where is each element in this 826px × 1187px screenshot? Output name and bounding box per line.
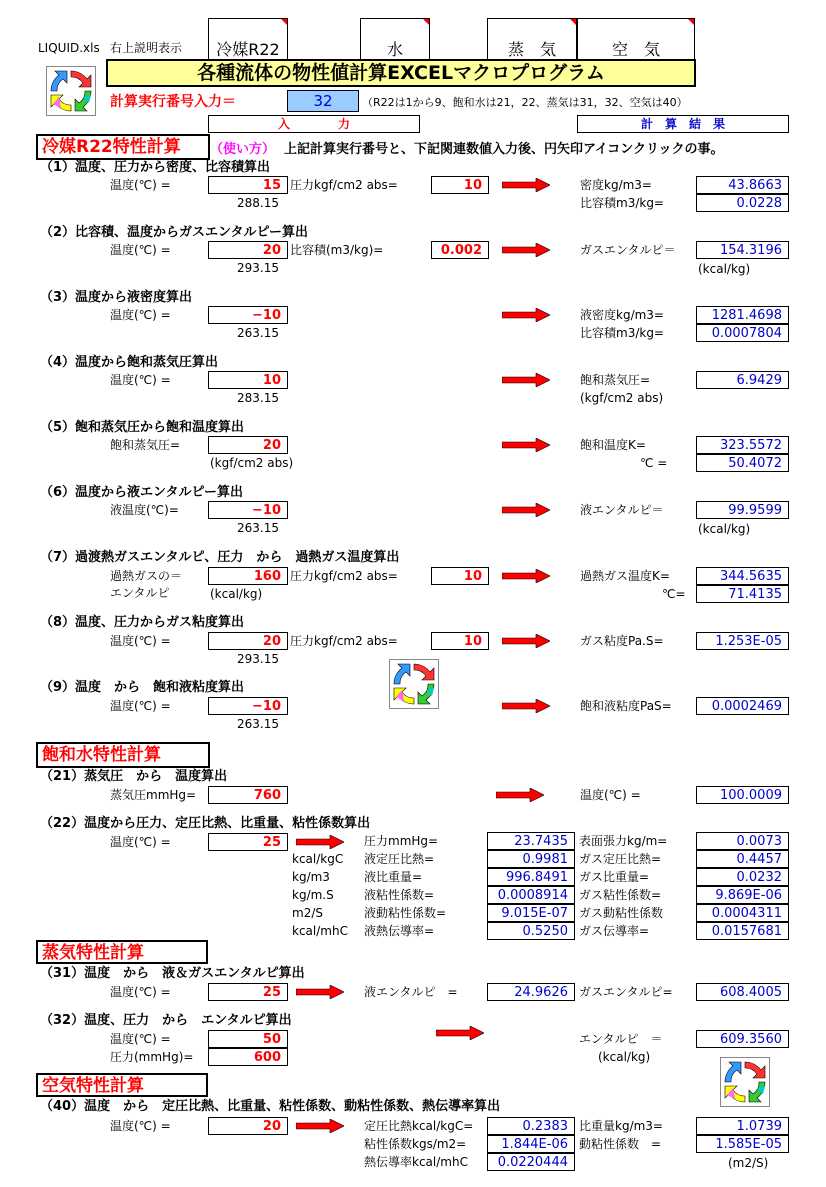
calc22-output: 0.5250 bbox=[487, 922, 575, 940]
calc22-unit: kg/m3 bbox=[292, 870, 330, 884]
calc6-title: （6）温度から液エンタルピー算出 bbox=[40, 485, 244, 500]
calc40-viscosity-output: 1.844E-06 bbox=[487, 1135, 575, 1153]
calc22-temp-input[interactable]: 25 bbox=[208, 833, 288, 851]
calc5-unit: (kgf/cm2 abs) bbox=[210, 456, 294, 470]
calc21-pressure-input[interactable]: 760 bbox=[208, 786, 288, 804]
section-water: 飽和水特性計算 bbox=[36, 742, 210, 768]
calc7-tempk-output: 344.5635 bbox=[696, 567, 789, 585]
calc7-tempk-label: 過熱ガス温度K= bbox=[580, 569, 670, 583]
calc7-title: （7）過渡熱ガスエンタルピ、圧力 から 過熱ガス温度算出 bbox=[40, 550, 400, 565]
result-header: 計 算 結 果 bbox=[577, 115, 789, 133]
calc22-output: 0.4457 bbox=[696, 850, 789, 868]
right-arrow-icon bbox=[436, 1026, 484, 1040]
right-arrow-icon bbox=[502, 438, 550, 452]
calc-number-input[interactable]: 32 bbox=[287, 90, 359, 112]
calc40-conductivity-label: 熱伝導率kcal/mhC bbox=[364, 1155, 468, 1169]
calc22-output: 0.0157681 bbox=[696, 922, 789, 940]
calc32-unit: (kcal/kg) bbox=[598, 1050, 651, 1064]
calc2-unit: (kcal/kg) bbox=[698, 262, 751, 276]
calc4-pressure-label: 飽和蒸気圧= bbox=[580, 373, 651, 387]
calc5-tempk-output: 323.5572 bbox=[696, 436, 789, 454]
calc3-temp-input[interactable]: −10 bbox=[208, 306, 288, 324]
calc6-kelvin: 263.15 bbox=[237, 521, 279, 535]
calc32-title: （32）温度、圧力 から エンタルピ算出 bbox=[40, 1013, 292, 1028]
calc4-pressure-output: 6.9429 bbox=[696, 371, 789, 389]
calc9-temp-input[interactable]: −10 bbox=[208, 697, 288, 715]
calc2-title: （2）比容積、温度からガスエンタルピー算出 bbox=[40, 225, 309, 240]
right-arrow-icon bbox=[502, 634, 550, 648]
calc3-density-label: 液密度kg/m3= bbox=[580, 308, 664, 322]
calc32-enthalpy-output: 609.3560 bbox=[696, 1030, 789, 1048]
calc22-unit: kg/m.S bbox=[292, 888, 334, 902]
calc3-kelvin: 263.15 bbox=[237, 326, 279, 340]
right-arrow-icon bbox=[502, 569, 550, 583]
right-arrow-icon bbox=[296, 1119, 344, 1133]
filename: LIQUID.xls bbox=[38, 41, 100, 55]
calc22-output: 23.7435 bbox=[487, 832, 575, 850]
calc2-volume-label: 比容積(m3/kg)= bbox=[290, 243, 384, 257]
calc5-pressure-label: 飽和蒸気圧= bbox=[110, 438, 181, 452]
calc22-output: 9.015E-07 bbox=[487, 904, 575, 922]
calc3-density-output: 1281.4698 bbox=[696, 306, 789, 324]
calc3-title: （3）温度から液密度算出 bbox=[40, 290, 193, 305]
calc7-pressure-input[interactable]: 10 bbox=[431, 567, 489, 585]
calc2-enthalpy-output: 154.3196 bbox=[696, 241, 789, 259]
calc22-output: 0.0073 bbox=[696, 832, 789, 850]
calc8-temp-input[interactable]: 20 bbox=[208, 632, 288, 650]
calc21-pressure-label: 蒸気圧mmHg= bbox=[110, 788, 197, 802]
calc40-unit: (m2/S) bbox=[728, 1156, 769, 1170]
calc6-enthalpy-label: 液エンタルピ＝ bbox=[580, 503, 664, 517]
calc3-volume-output: 0.0007804 bbox=[696, 324, 789, 342]
calc22-output: 9.869E-06 bbox=[696, 886, 789, 904]
calc8-kelvin: 293.15 bbox=[237, 652, 279, 666]
calc40-conductivity-output: 0.0220444 bbox=[487, 1153, 575, 1171]
calc7-tempc-label: ℃= bbox=[662, 587, 686, 601]
calc8-viscosity-output: 1.253E-05 bbox=[696, 632, 789, 650]
calc6-unit: (kcal/kg) bbox=[698, 522, 751, 536]
calc1-pressure-input[interactable]: 10 bbox=[431, 176, 489, 194]
calc22-output: 996.8491 bbox=[487, 868, 575, 886]
calc22-label: 液粘性係数= bbox=[364, 888, 435, 902]
calc22-unit: kcal/mhC bbox=[292, 924, 348, 938]
calc-number-note: （R22は1から9、飽和水は21，22、蒸気は31，32、空気は40） bbox=[362, 96, 688, 109]
calc7-pressure-label: 圧力kgf/cm2 abs= bbox=[290, 569, 398, 583]
calc40-cp-output: 0.2383 bbox=[487, 1117, 575, 1135]
calc8-temp-label: 温度(℃) = bbox=[110, 634, 171, 648]
calc1-temp-input[interactable]: 15 bbox=[208, 176, 288, 194]
calc8-title: （8）温度、圧力からガス粘度算出 bbox=[40, 615, 245, 630]
tab-water[interactable]: 水 bbox=[360, 18, 430, 60]
calc22-label: 液熱伝導率= bbox=[364, 924, 435, 938]
calc5-tempk-label: 飽和温度K= bbox=[580, 438, 646, 452]
calc4-temp-input[interactable]: 10 bbox=[208, 371, 288, 389]
calc32-pressure-label: 圧力(mmHg)= bbox=[110, 1050, 194, 1064]
calc7-unit: (kcal/kg) bbox=[210, 587, 263, 601]
right-arrow-icon bbox=[502, 373, 550, 387]
calc22-label: 液定圧比熱= bbox=[364, 852, 435, 866]
calc4-temp-label: 温度(℃) = bbox=[110, 373, 171, 387]
right-arrow-icon bbox=[496, 788, 544, 802]
calc8-pressure-label: 圧力kgf/cm2 abs= bbox=[290, 634, 398, 648]
calc5-title: （5）飽和蒸気圧から飽和温度算出 bbox=[40, 420, 245, 435]
calc32-enthalpy-label: エンタルピ ＝ bbox=[579, 1032, 663, 1046]
calc22-label: 圧力mmHg= bbox=[364, 834, 439, 848]
calc4-kelvin: 283.15 bbox=[237, 391, 279, 405]
right-arrow-icon bbox=[502, 243, 550, 257]
right-arrow-icon bbox=[502, 178, 550, 192]
calc31-gas-output: 608.4005 bbox=[696, 983, 789, 1001]
calc40-temp-input[interactable]: 20 bbox=[208, 1117, 288, 1135]
calc22-label: ガス定圧比熱= bbox=[579, 852, 662, 866]
calc3-volume-label: 比容積m3/kg= bbox=[580, 326, 664, 340]
calc22-temp-label: 温度(℃) = bbox=[110, 835, 171, 849]
calc22-unit: kcal/kgC bbox=[292, 852, 344, 866]
calc22-label: 液動粘性係数= bbox=[364, 906, 447, 920]
circular-arrow-icon[interactable] bbox=[46, 66, 96, 116]
page-title: 各種流体の物性値計算EXCELマクロプログラム bbox=[106, 59, 696, 87]
calc40-temp-label: 温度(℃) = bbox=[110, 1119, 171, 1133]
calc2-volume-input[interactable]: 0.002 bbox=[431, 241, 489, 259]
calc40-kinematic-output: 1.585E-05 bbox=[696, 1135, 789, 1153]
section-air: 空気特性計算 bbox=[36, 1073, 208, 1097]
calc40-weight-label: 比重量kg/m3= bbox=[579, 1119, 663, 1133]
calc9-temp-label: 温度(℃) = bbox=[110, 699, 171, 713]
calc31-liquid-output: 24.9626 bbox=[487, 983, 575, 1001]
calc22-label: ガス粘性係数= bbox=[579, 888, 662, 902]
calc7-tempc-output: 71.4135 bbox=[696, 585, 789, 603]
right-arrow-icon bbox=[502, 503, 550, 517]
calc21-title: （21）蒸気圧 から 温度算出 bbox=[40, 769, 228, 784]
circular-arrow-icon[interactable] bbox=[389, 659, 439, 709]
tab-steam[interactable]: 蒸 気 bbox=[487, 18, 577, 60]
calc6-temp-label: 液温度(℃)= bbox=[110, 503, 179, 517]
calc7-enthalpy-label2: エンタルピ bbox=[110, 586, 170, 600]
calc1-pressure-label: 圧力kgf/cm2 abs= bbox=[290, 178, 398, 192]
calc22-label: 液比重量= bbox=[364, 870, 423, 884]
calc22-output: 0.0232 bbox=[696, 868, 789, 886]
calc32-temp-label: 温度(℃) = bbox=[110, 1032, 171, 1046]
circular-arrow-icon[interactable] bbox=[720, 1057, 770, 1107]
calc-number-label: 計算実行番号入力＝ bbox=[110, 94, 236, 110]
calc31-title: （31）温度 から 液＆ガスエンタルピ算出 bbox=[40, 966, 305, 981]
calc32-temp-input[interactable]: 50 bbox=[208, 1030, 288, 1048]
calc22-label: ガス伝導率= bbox=[579, 924, 650, 938]
calc1-temp-label: 温度(℃) = bbox=[110, 178, 171, 192]
calc31-liquid-label: 液エンタルピ = bbox=[364, 985, 458, 999]
calc22-output: 0.0008914 bbox=[487, 886, 575, 904]
calc22-label: ガス比重量= bbox=[579, 870, 650, 884]
calc6-temp-input[interactable]: −10 bbox=[208, 501, 288, 519]
calc4-unit: (kgf/cm2 abs) bbox=[580, 391, 664, 405]
calc2-temp-input[interactable]: 20 bbox=[208, 241, 288, 259]
right-arrow-icon bbox=[296, 835, 344, 849]
calc9-title: （9）温度 から 飽和液粘度算出 bbox=[40, 680, 245, 695]
input-header: 入 力 bbox=[208, 115, 420, 133]
right-arrow-icon bbox=[296, 985, 344, 999]
calc2-temp-label: 温度(℃) = bbox=[110, 243, 171, 257]
calc31-gas-label: ガスエンタルピ= bbox=[579, 985, 673, 999]
calc22-unit: m2/S bbox=[292, 906, 323, 920]
calc2-kelvin: 293.15 bbox=[237, 261, 279, 275]
usage-text: 上記計算実行番号と、下記関連数値入力後、円矢印アイコンクリックの事。 bbox=[284, 142, 724, 157]
calc40-weight-output: 1.0739 bbox=[696, 1117, 789, 1135]
calc6-enthalpy-output: 99.9599 bbox=[696, 501, 789, 519]
calc8-pressure-input[interactable]: 10 bbox=[431, 632, 489, 650]
tab-air[interactable]: 空 気 bbox=[577, 18, 695, 60]
help-note: 右上説明表示 bbox=[110, 41, 183, 55]
tab-r22[interactable]: 冷媒R22 bbox=[208, 18, 288, 60]
calc22-label: 表面張力kg/m= bbox=[579, 834, 668, 848]
section-steam: 蒸気特性計算 bbox=[36, 940, 208, 964]
calc8-viscosity-label: ガス粘度Pa.S= bbox=[580, 634, 664, 648]
calc40-kinematic-label: 動粘性係数 = bbox=[579, 1137, 662, 1151]
calc40-title: （40）温度 から 定圧比熱、比重量、粘性係数、動粘性係数、熱伝導率算出 bbox=[40, 1099, 501, 1114]
calc2-enthalpy-label: ガスエンタルピ＝ bbox=[580, 243, 676, 257]
calc1-title: （1）温度、圧力から密度、比容積算出 bbox=[40, 160, 271, 175]
calc1-volume-label: 比容積m3/kg= bbox=[580, 196, 664, 210]
calc31-temp-input[interactable]: 25 bbox=[208, 983, 288, 1001]
calc22-output: 0.0004311 bbox=[696, 904, 789, 922]
calc22-label: ガス動粘性係数 bbox=[579, 906, 664, 920]
calc22-output: 0.9981 bbox=[487, 850, 575, 868]
calc1-kelvin: 288.15 bbox=[237, 196, 279, 210]
right-arrow-icon bbox=[502, 308, 550, 322]
calc3-temp-label: 温度(℃) = bbox=[110, 308, 171, 322]
calc4-title: （4）温度から飽和蒸気圧算出 bbox=[40, 355, 219, 370]
calc5-tempc-output: 50.4072 bbox=[696, 454, 789, 472]
calc9-kelvin: 263.15 bbox=[237, 717, 279, 731]
calc5-tempc-label: ℃ = bbox=[640, 456, 668, 470]
calc31-temp-label: 温度(℃) = bbox=[110, 985, 171, 999]
calc22-title: （22）温度から圧力、定圧比熱、比重量、粘性係数算出 bbox=[40, 816, 371, 831]
calc1-volume-output: 0.0228 bbox=[696, 194, 789, 212]
calc40-viscosity-label: 粘性係数kgs/m2= bbox=[364, 1137, 467, 1151]
calc1-density-label: 密度kg/m3= bbox=[580, 178, 652, 192]
section-r22: 冷媒R22特性計算 bbox=[36, 134, 210, 160]
usage-label: （使い方） bbox=[210, 142, 276, 157]
calc9-viscosity-label: 飽和液粘度PaS= bbox=[580, 699, 672, 713]
calc32-pressure-input[interactable]: 600 bbox=[208, 1048, 288, 1066]
calc21-temp-label: 温度(℃) = bbox=[580, 788, 641, 802]
calc1-density-output: 43.8663 bbox=[696, 176, 789, 194]
calc7-enthalpy-input[interactable]: 160 bbox=[208, 567, 288, 585]
calc7-enthalpy-label: 過熱ガスの＝ bbox=[110, 569, 183, 583]
calc5-pressure-input[interactable]: 20 bbox=[208, 436, 288, 454]
calc40-cp-label: 定圧比熱kcal/kgC= bbox=[364, 1119, 474, 1133]
right-arrow-icon bbox=[502, 699, 550, 713]
calc21-temp-output: 100.0009 bbox=[696, 786, 789, 804]
calc9-viscosity-output: 0.0002469 bbox=[696, 697, 789, 715]
